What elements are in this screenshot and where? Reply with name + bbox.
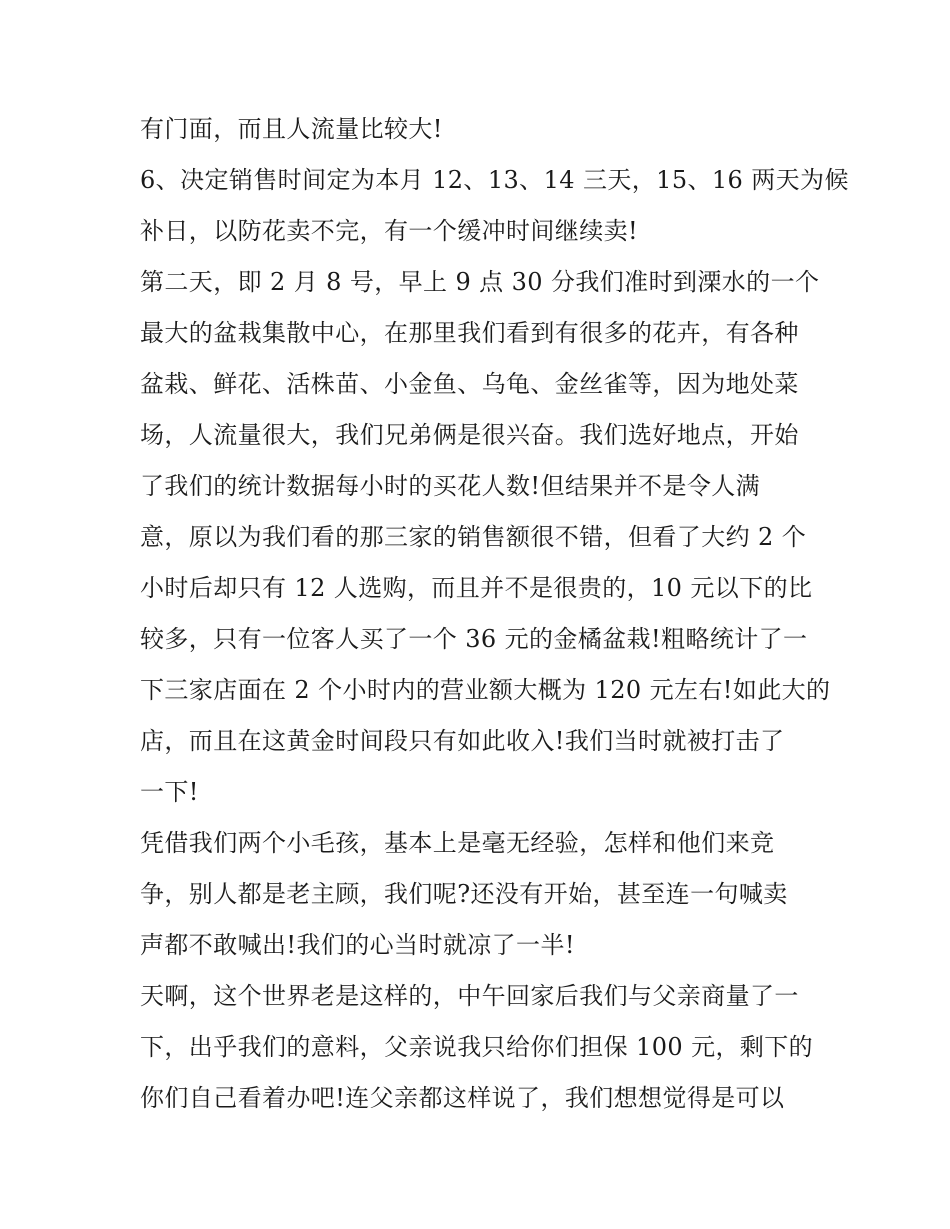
text-line: 争，别人都是老主顾，我们呢?还没有开始，甚至连一句喊卖 bbox=[140, 880, 788, 908]
text-line: 有门面，而且人流量比较大! bbox=[140, 115, 443, 143]
text-line: 了我们的统计数据每小时的买花人数!但结果并不是令人满 bbox=[140, 472, 761, 500]
text-line: 小时后却只有 12 人选购，而且并不是很贵的，10 元以下的比 bbox=[140, 574, 813, 602]
text-line: 最大的盆栽集散中心，在那里我们看到有很多的花卉，有各种 bbox=[140, 319, 799, 347]
text-line: 较多，只有一位客人买了一个 36 元的金橘盆栽!粗略统计了一 bbox=[140, 625, 808, 653]
text-line: 补日，以防花卖不完，有一个缓冲时间继续卖! bbox=[140, 217, 639, 245]
text-line: 意，原以为我们看的那三家的销售额很不错，但看了大约 2 个 bbox=[140, 523, 807, 551]
text-line: 场，人流量很大，我们兄弟俩是很兴奋。我们选好地点，开始 bbox=[140, 421, 799, 449]
text-line: 凭借我们两个小毛孩，基本上是毫无经验，怎样和他们来竞 bbox=[140, 829, 775, 857]
text-line: 天啊，这个世界老是这样的，中午回家后我们与父亲商量了一 bbox=[140, 982, 799, 1010]
text-line: 盆栽、鲜花、活株苗、小金鱼、乌龟、金丝雀等，因为地处菜 bbox=[140, 370, 799, 398]
text-line: 一下! bbox=[140, 778, 199, 806]
text-line: 声都不敢喊出!我们的心当时就凉了一半! bbox=[140, 931, 575, 959]
text-line: 6、决定销售时间定为本月 12、13、14 三天，15、16 两天为候 bbox=[140, 166, 849, 194]
text-line: 下三家店面在 2 个小时内的营业额大概为 120 元左右!如此大的 bbox=[140, 676, 831, 704]
text-line: 下，出乎我们的意料，父亲说我只给你们担保 100 元，剩下的 bbox=[140, 1033, 814, 1061]
text-line: 第二天，即 2 月 8 号，早上 9 点 30 分我们准时到溧水的一个 bbox=[140, 268, 820, 296]
text-line: 店，而且在这黄金时间段只有如此收入!我们当时就被打击了 bbox=[140, 727, 785, 755]
text-line: 你们自己看着办吧!连父亲都这样说了，我们想想觉得是可以 bbox=[140, 1084, 785, 1112]
